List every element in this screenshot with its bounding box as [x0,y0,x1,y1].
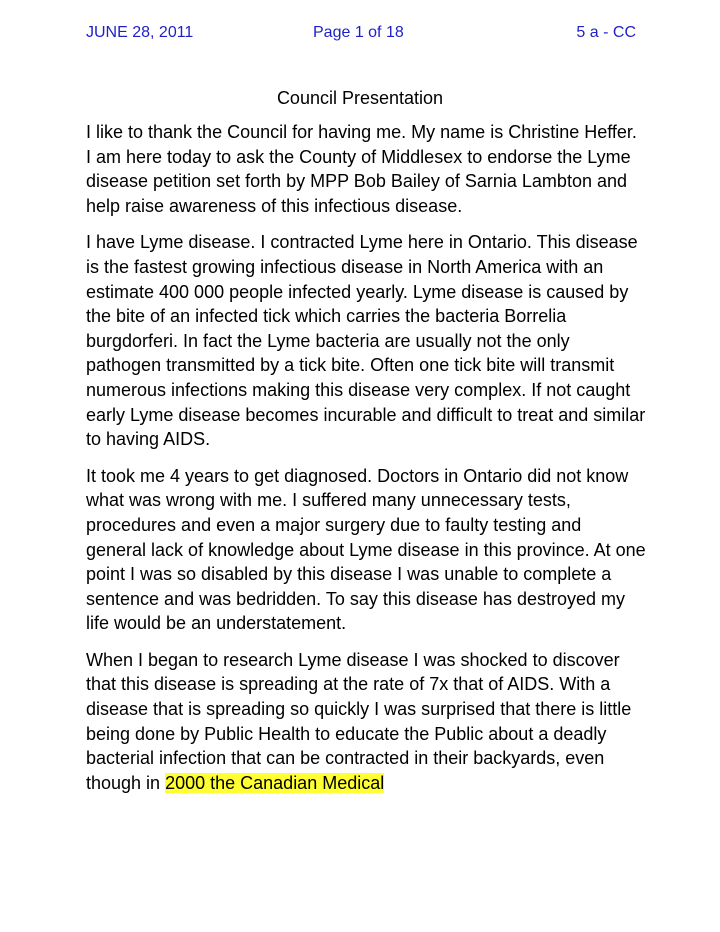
document-title: Council Presentation [276,88,444,108]
paragraph-2: I have Lyme disease. I contracted Lyme here in Ontario. This disease is the fastest growing infectious disease in North America with an estimate 400 000 people infected yearly. Lyme disease is caused by the bite of an infected tick which carries the bacteria Borrelia burgdorferi. In fact the Lyme bacteria are usually not the only pathogen transmitted by a tick bite. Often one tick bite will transmit numerous infections making this disease very complex. If not caught early Lyme disease becomes incurable and difficult to treat and similar to having AIDS. [86,232,646,450]
header-page-number: Page 1 of 18 [313,24,404,41]
paragraph-3: It took me 4 years to get diagnosed. Doctors in Ontario did not know what was wrong with me. I suffered many unnecessary tests, procedures and even a major surgery due to faulty testing and general lack of knowledge about Lyme disease in this province. At one point I was so disabled by this disease I was unable to complete a sentence and was bedridden. To say this disease has destroyed my life would be an understatement. [86,465,646,634]
header-date: JUNE 28, 2011 [86,24,194,41]
page-header [86,24,636,44]
highlighted-text: 2000 the Canadian Medical [165,772,385,793]
paragraph-1: I like to thank the Council for having me. My name is Christine Heffer. I am here today to ask the County of Middlesex to endorse the Lyme disease petition set forth by MPP Bob Bailey of Sarnia Lambton and help raise awareness of this infectious disease. [86,122,637,216]
paragraph-4-text: When I began to research Lyme disease I was shocked to discover that this disease is spreading at the rate of 7x that of AIDS. With a disease that is spreading so quickly I was surprised that there is little being done by Public Health to educate the Public about a deadly bacterial infection that can be contracted in their backyards, even though in [86,649,632,793]
paragraph-4 [86,648,646,796]
header-reference: 5 a - CC [576,24,636,41]
document-body [86,120,646,807]
